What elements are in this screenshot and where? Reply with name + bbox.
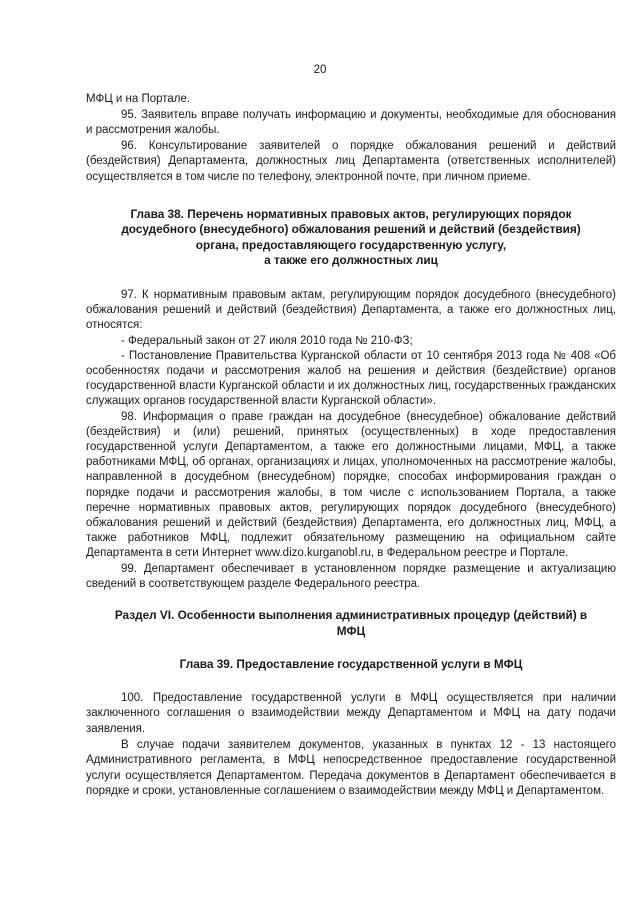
paragraph-97: 97. К нормативным правовым актам, регулирующим порядок досудебного (внесудебного) обжалования решений и действий (бездействия) Департамента, а также его должностных лиц, относятся: — [86, 288, 616, 332]
chapter-38-heading-line: Глава 38. Перечень нормативных правовых актов, регулирующих порядок — [130, 206, 572, 221]
section-6-heading-line: МФЦ — [336, 623, 366, 638]
law-item-federal: - Федеральный закон от 27 июля 2010 года № 210-ФЗ; — [121, 334, 413, 347]
chapter-38-heading-line: досудебного (внесудебного) обжалования решений и действий (бездействия) — [121, 222, 581, 237]
page-number: 20 — [313, 64, 327, 76]
document-body — [86, 92, 616, 800]
paragraph-mfc-case: В случае подачи заявителем документов, указанных в пунктах 12 - 13 настоящего Административного регламента, в МФЦ непосредственное предоставление государственной услуги осуществляется Департаментом. Передача документов в Департамент обеспечивается в порядке и сроки, установленные соглашением о взаимодействии между МФЦ и Департаментом. — [86, 738, 616, 798]
paragraph-96: 96. Консультирование заявителей о порядке обжалования решений и действий (бездействия) Департамента, должностных лиц Департамента (ответственных исполнителей) осуществляется в том числе по телефону, электронной почте, при личном приеме. — [86, 139, 616, 183]
section-6-heading — [86, 608, 616, 639]
paragraph-continuation: МФЦ и на Портале. — [86, 93, 191, 105]
section-6-heading-line: Раздел VI. Особенности выполнения административных процедур (действий) в — [114, 608, 588, 622]
paragraph-98: 98. Информация о праве граждан на досудебное (внесудебное) обжалование действий (бездействия) и (или) решений, принятых (осуществленных) в ходе предоставления государственной услуги Департаментом, а также его должностными лицами, МФЦ, а также работниками МФЦ, об органах, организациях и лицах, уполномоченных на рассмотрение жалобы, направленной в досудебном (внесудебном) порядке, способах информирования граждан о порядке подачи и рассмотрения жалобы, в том числе с использованием Портала, а также перечне нормативных правовых актов, регулирующих порядок досудебного (внесудебного) обжалования решений и действий (бездействия) Департамента, его должностных лиц, МФЦ, а также работников МФЦ, подлежит обязательному размещению на официальном сайте Департамента в сети Интернет www.dizo.kurganobl.ru, в Федеральном реестре и Портале. — [86, 410, 616, 560]
chapter-38-heading-line: органа, предоставляющего государственную услугу, — [195, 237, 507, 252]
chapter-38-heading-line: а также его должностных лиц — [264, 253, 438, 268]
chapter-38-heading — [86, 207, 616, 269]
paragraph-100: 100. Предоставление государственной услуги в МФЦ осуществляется при наличии заключенного соглашения о взаимодействии между Департаментом и МФЦ на дату подачи заявления. — [86, 691, 616, 735]
paragraph-95: 95. Заявитель вправе получать информацию и документы, необходимые для обоснования и рассмотрения жалобы. — [86, 108, 616, 137]
law-item-resolution: - Постановление Правительства Курганской области от 10 сентября 2013 года № 408 «Об особенностях подачи и рассмотрения жалоб на решения и действия (бездействие) органов государственной власти Курганской области и их должностных лиц, государственных гражданских служащих органов государственной власти Курганской области». — [86, 349, 616, 408]
chapter-39-heading: Глава 39. Предоставление государственной услуги в МФЦ — [179, 657, 523, 672]
paragraph-99: 99. Департамент обеспечивает в установленном порядке размещение и актуализацию сведений в соответствующем разделе Федерального реестра. — [86, 562, 616, 590]
